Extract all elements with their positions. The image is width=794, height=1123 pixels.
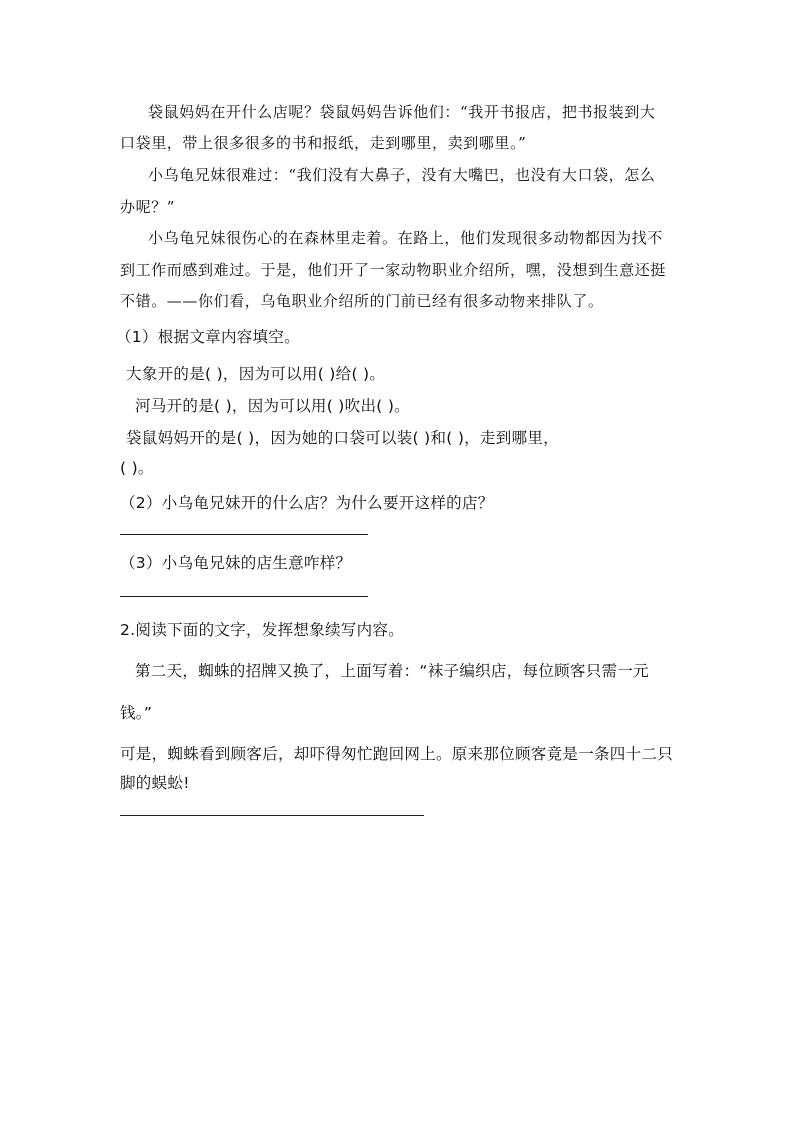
passage-line: 到工作而感到难过。于是，他们开了一家动物职业介绍所，嘿，没想到生意还挺 xyxy=(120,261,667,279)
passage-line: 口袋里，带上很多很多的书和报纸，走到哪里，卖到哪里。” xyxy=(120,134,527,152)
passage-line: 小乌龟兄妹很伤心的在森林里走着。在路上，他们发现很多动物都因为找不 xyxy=(148,229,663,247)
question-2-title: （2）小乌龟兄妹开的什么店？为什么要开这样的店？ xyxy=(120,494,494,512)
section-2-title: 2.阅读下面的文字，发挥想象续写内容。 xyxy=(120,621,404,639)
story-line: 脚的蜈蚣! xyxy=(120,774,190,792)
fill-in-line: 袋鼠妈妈开的是( )，因为她的口袋可以装( )和( )，走到哪里， xyxy=(126,429,559,447)
passage-line: 袋鼠妈妈在开什么店呢？袋鼠妈妈告诉他们：“我开书报店，把书报装到大 xyxy=(148,103,656,121)
question-3-title: （3）小乌龟兄妹的店生意咋样？ xyxy=(120,554,352,572)
fill-in-line: ( )。 xyxy=(120,459,154,477)
story-line: 第二天，蜘蛛的招牌又换了，上面写着：“袜子编织店，每位顾客只需一元 xyxy=(135,662,649,680)
answer-line[interactable] xyxy=(120,534,368,535)
fill-in-line: 河马开的是( )，因为可以用( )吹出( )。 xyxy=(135,397,410,415)
story-line: 钱。” xyxy=(120,704,153,722)
answer-line[interactable] xyxy=(120,596,368,597)
passage-line: 小乌龟兄妹很难过：“我们没有大鼻子，没有大嘴巴，也没有大口袋，怎么 xyxy=(148,166,656,184)
passage-line: 不错。——你们看，乌龟职业介绍所的门前已经有很多动物来排队了。 xyxy=(120,292,604,310)
passage-line: 办呢？” xyxy=(120,198,176,216)
story-line: 可是，蜘蛛看到顾客后，却吓得匆忙跑回网上。原来那位顾客竟是一条四十二只 xyxy=(120,745,674,763)
question-1-title: （1）根据文章内容填空。 xyxy=(116,328,300,346)
answer-line[interactable] xyxy=(120,815,424,816)
fill-in-line: 大象开的是( )，因为可以用( )给( )。 xyxy=(126,365,386,383)
